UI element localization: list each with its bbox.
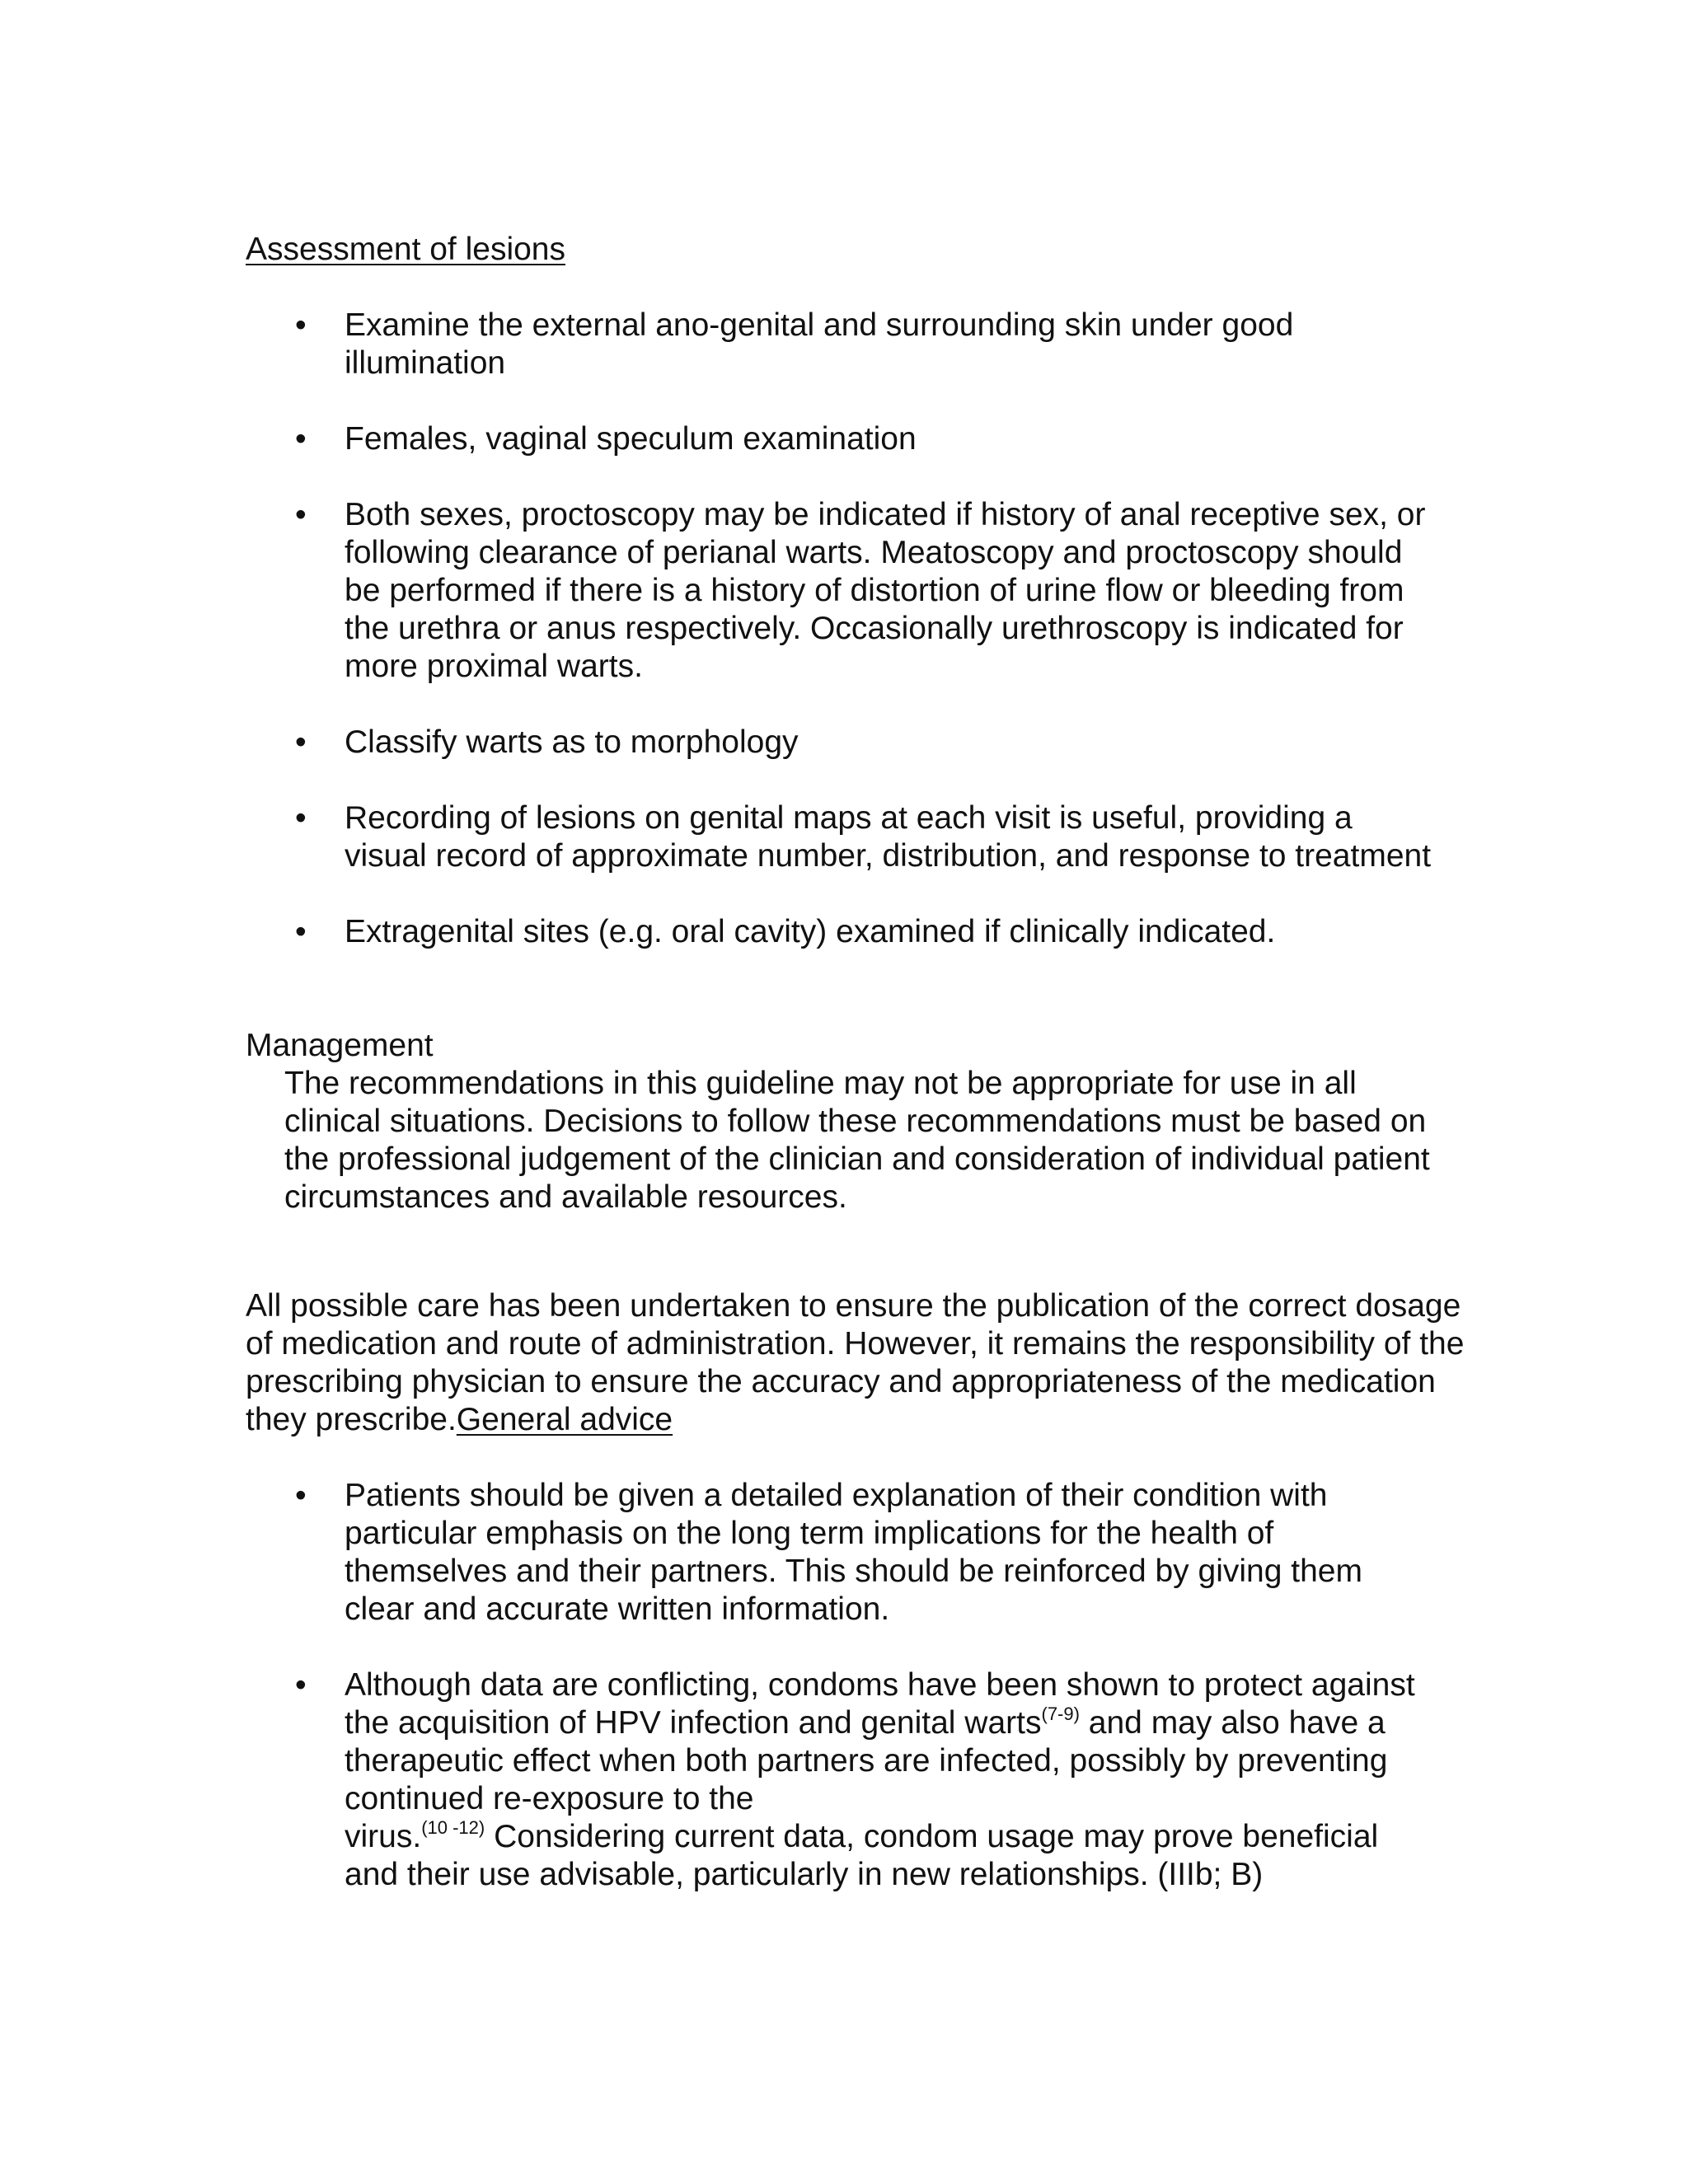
condom-text-part2: and may also have a therapeutic effect when both partners are infected, possibly by preventing continued re-exposure to the <box>345 1705 1388 1816</box>
bullet-icon: • <box>295 421 307 457</box>
general-advice-list <box>246 1477 1465 1894</box>
condom-text-part1: Although data are conflicting, condoms have been shown to protect against the acquisition of HPV infection and genital warts <box>345 1667 1415 1741</box>
list-item-text: Classify warts as to morphology <box>345 724 799 760</box>
reference-citation: (10 -12) <box>421 1817 485 1838</box>
condom-text-part3: virus. <box>345 1819 422 1854</box>
list-item <box>246 496 1432 686</box>
list-item-text: Extragenital sites (e.g. oral cavity) examined if clinically indicated. <box>345 914 1276 949</box>
reference-citation: (7-9) <box>1041 1704 1080 1724</box>
list-item-text: Patients should be given a detailed explanation of their condition with particular emphasis on the long term implications for the health of themselves and their partners. This should be reinforced by giving them clear and accurate written information. <box>345 1478 1362 1627</box>
document-page <box>246 231 1465 1894</box>
assessment-list <box>246 307 1465 951</box>
list-item <box>246 307 1432 382</box>
bullet-icon: • <box>295 497 307 532</box>
general-advice-heading: General advice <box>456 1402 673 1437</box>
list-item-text: Examine the external ano-genital and surrounding skin under good illumination <box>345 307 1294 381</box>
list-item-text <box>345 1667 1415 1892</box>
list-item <box>246 1477 1432 1629</box>
list-item-text: Females, vaginal speculum examination <box>345 421 917 457</box>
list-item-text: Recording of lesions on genital maps at each visit is useful, providing a visual record of approximate number, distribution, and response to treatment <box>345 800 1432 874</box>
bullet-icon: • <box>295 1478 307 1513</box>
bullet-icon: • <box>295 1667 307 1703</box>
bullet-icon: • <box>295 724 307 760</box>
list-item <box>246 913 1432 951</box>
list-item <box>246 1666 1432 1894</box>
condom-text-part4: Considering current data, condom usage may prove beneficial and their use advisable, particularly in new relationships. (IIIb; B) <box>345 1819 1379 1892</box>
list-item <box>246 420 1432 458</box>
bullet-icon: • <box>295 800 307 836</box>
management-body: The recommendations in this guideline may not be appropriate for use in all clinical situations. Decisions to follow these recommendations must be based on the professional judgement of the clinician and consideration of individual patient circumstances and available resources. <box>284 1066 1430 1215</box>
list-item <box>246 724 1432 762</box>
management-heading: Management <box>246 1028 434 1063</box>
assessment-heading: Assessment of lesions <box>246 232 566 267</box>
list-item <box>246 799 1432 875</box>
bullet-icon: • <box>295 307 307 343</box>
list-item-text: Both sexes, proctoscopy may be indicated if history of anal receptive sex, or following clearance of perianal warts. Meatoscopy and proctoscopy should be performed if there is a history of distortion of urine flow or bleeding from the urethra or anus respectively. Occasionally urethroscopy is indicated for more proximal warts. <box>345 497 1426 684</box>
disclaimer-text: All possible care has been undertaken to ensure the publication of the correct dosage of medication and route of administration. However, it remains the responsibility of the prescribing physician to ensure the accuracy and appropriateness of the medication they prescribe. <box>246 1288 1465 1437</box>
disclaimer-paragraph <box>246 1287 1465 1439</box>
bullet-icon: • <box>295 914 307 949</box>
